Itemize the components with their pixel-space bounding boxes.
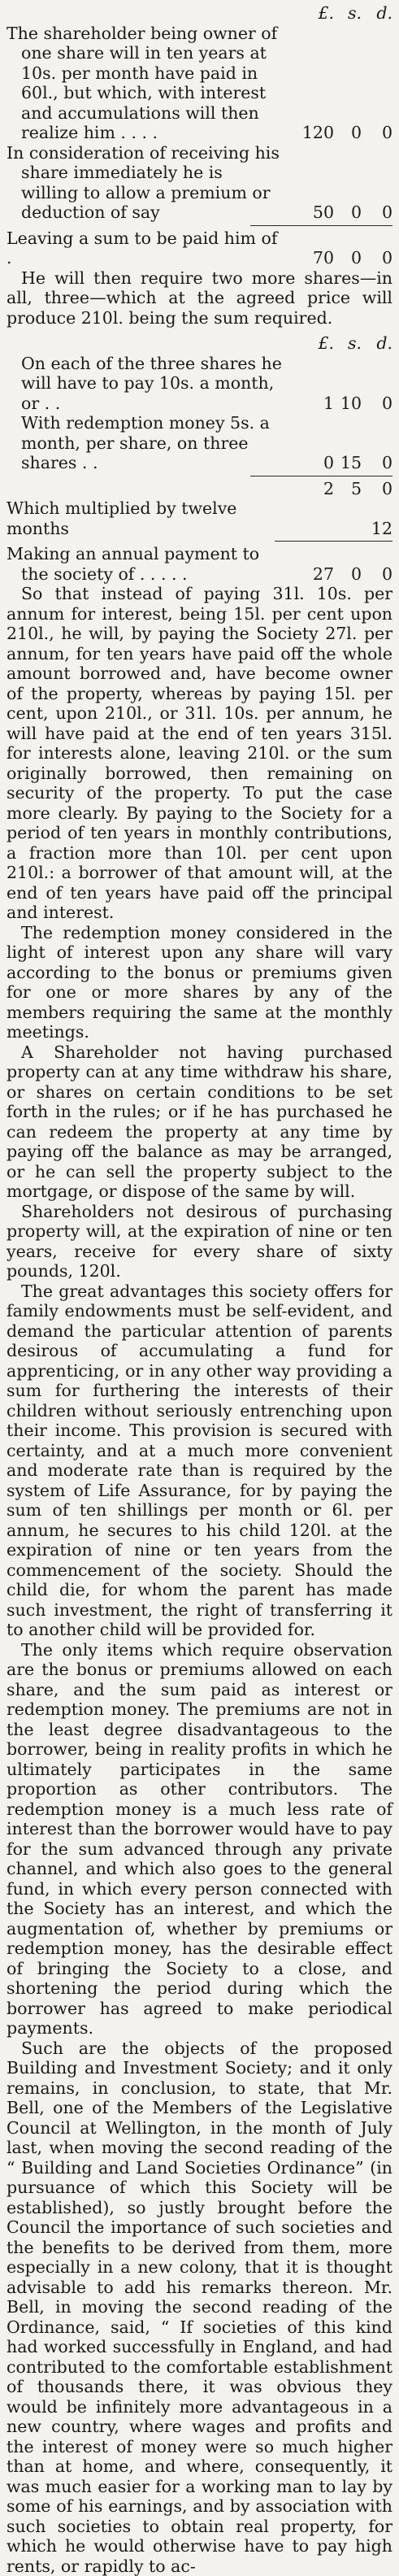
pence-value: 0	[362, 394, 392, 414]
shillings-header: s.	[334, 3, 362, 24]
pounds-value: 27	[284, 564, 334, 585]
multiplier-value: 12	[362, 519, 392, 539]
shillings-value: 0	[334, 202, 362, 223]
table2-row	[7, 354, 392, 414]
pounds-value: 70	[284, 248, 334, 268]
pence-header: d.	[362, 3, 392, 24]
pounds-value: 1	[284, 394, 334, 414]
row-description: The shareholder being owner of one share will in ten years at 10s. per month have paid in 60l., but which, with interest and accumulations will then realize him . . . .	[7, 24, 284, 143]
pence-header: d.	[362, 333, 392, 354]
pounds-value: 120	[284, 123, 334, 143]
subtotal-pence: 5	[334, 479, 362, 499]
divider	[275, 541, 392, 542]
paragraph: Such are the objects of the proposed Building and Investment Society; and it only remains, in conclusion, to state, that Mr. Bell, one of the Members of the Legislative Council at Wellington, in the month of July last, when moving the second reading of the “ Building and Land Societies Ordinance” (in pursuance of which this Society will be established), so justly brought before the Council the importance of such societies and the benefits to be derived from them, more especially in a new colony, that it is thought advisable to add his remarks thereon. Mr. Bell, in moving the second reading of the Ordinance, said, “ If societies of this kind had worked successfully in England, and had contributed to the comfortable establishment of thousands there, it was obvious they would be infinitely more advantageous in a new country, where wages and profits and the interest of money were so much higher than at home, and where, consequently, it was much easier for a working man to lay by some of his earnings, and by association with such societies to obtain real property, for which he would otherwise have to pay high rents, or rapidly to ac-	[7, 2039, 392, 2576]
table1-row	[7, 24, 392, 143]
paragraph: He will then require two more shares—in all, three—which at the agreed price will produce 210l. being the sum required.	[7, 268, 392, 329]
table2-subtotal	[7, 479, 392, 499]
row-description: With redemption money 5s. a month, per share, on three shares . .	[7, 413, 284, 473]
table1-total	[7, 228, 392, 268]
table2-annual	[7, 544, 392, 584]
row-description: Making an annual payment to the society of . . . . .	[7, 544, 284, 584]
subtotal-last: 0	[362, 479, 392, 499]
divider	[250, 225, 392, 226]
table2-header	[7, 333, 392, 354]
pence-value: 0	[362, 123, 392, 143]
pence-value: 0	[362, 564, 392, 585]
table2-multiply	[7, 498, 392, 538]
shillings-value: 10	[334, 394, 362, 414]
pence-value: 0	[362, 453, 392, 473]
pounds-value: 50	[284, 202, 334, 223]
shillings-value: 0	[334, 564, 362, 585]
paragraph: The redemption money considered in the light of interest upon any share will vary according to the bonus or premiums given for one or more shares by any of the members requiring the same at the monthly meetings.	[7, 923, 392, 1042]
paragraph: The great advantages this society offers for family endowments must be self-evident, and demand the particular attention of parents desirous of accumulating a fund for apprenticing, or in any other way providing a sum for furthering the interests of their children without seriously entrenching upon their income. This provision is secured with certainty, and at a much more convenient and moderate rate than is required by the system of Life Assurance, for by paying the sum of ten shillings per month or 6l. per annum, he secures to his child 120l. at the expiration of nine or ten years from the commencement of the society. Should the child die, for whom the parent has made such investment, the right of transferring it to another child will be provided for.	[7, 1281, 392, 1640]
paragraph: A Shareholder not having purchased property can at any time withdraw his share, or shares on certain conditions to be set forth in the rules; or if he has purchased he can redeem the property at any time by paying off the balance as may be arranged, or he can sell the property subject to the mortgage, or dispose of the same by will.	[7, 1042, 392, 1202]
document-page	[7, 0, 392, 2576]
pence-value: 0	[362, 202, 392, 223]
paragraph: Shareholders not desirous of purchasing property will, at the expiration of nine or ten years, receive for every share of sixty pounds, 120l.	[7, 1202, 392, 1281]
paragraph: So that instead of paying 31l. 10s. per annum for interest, being 15l. per cent upon 210l., he will, by paying the Society 27l. per annum, for ten years have paid off the whole amount borrowed and, have become owner of the property, whereas by paying 15l. per cent, upon 210l., or 31l. 10s. per annum, he will have paid at the end of ten years 315l. for interests alone, leaving 210l. or the sum originally borrowed, then remaining on security of the property. To put the case more clearly. By paying to the Society for a period of ten years in monthly contributions, a fraction more than 10l. per cent upon 210l.: a borrower of that amount will, at the end of ten years have paid off the principal and interest.	[7, 584, 392, 923]
row-description: Leaving a sum to be paid him of .	[7, 228, 284, 268]
row-description: Which multiplied by twelve months	[7, 498, 284, 538]
table1-header	[7, 3, 392, 24]
row-description: On each of the three shares he will have to pay 10s. a month, or . .	[7, 354, 284, 414]
pounds-header: £.	[284, 333, 334, 354]
pounds-value: 0	[284, 453, 334, 473]
subtotal-shillings: 2	[284, 479, 334, 499]
shillings-value: 0	[334, 123, 362, 143]
shillings-header: s.	[334, 333, 362, 354]
row-description: In consideration of receiving his share immediately he is willing to allow a premium or deduction of say	[7, 143, 284, 223]
shillings-value: 0	[334, 248, 362, 268]
pounds-header: £.	[284, 3, 334, 24]
pence-value: 0	[362, 248, 392, 268]
table1-row	[7, 143, 392, 223]
shillings-value: 15	[334, 453, 362, 473]
paragraph: The only items which require observation are the bonus or premiums allowed on each share, and the sum paid as interest or redemption money. The premiums are not in the least degree disadvantageous to the borrower, being in reality profits in which he ultimately participates in the same proportion as other contributors. The redemption money is a much less rate of interest than the borrower would have to pay for the sum advanced through any private channel, and which also goes to the general fund, in which every person connected with the Society has an interest, and which the augmentation of, whether by premiums or redemption money, has the desirable effect of bringing the Society to a close, and shortening the period during which the borrower has agreed to make periodical payments.	[7, 1640, 392, 2039]
table2-row	[7, 413, 392, 473]
